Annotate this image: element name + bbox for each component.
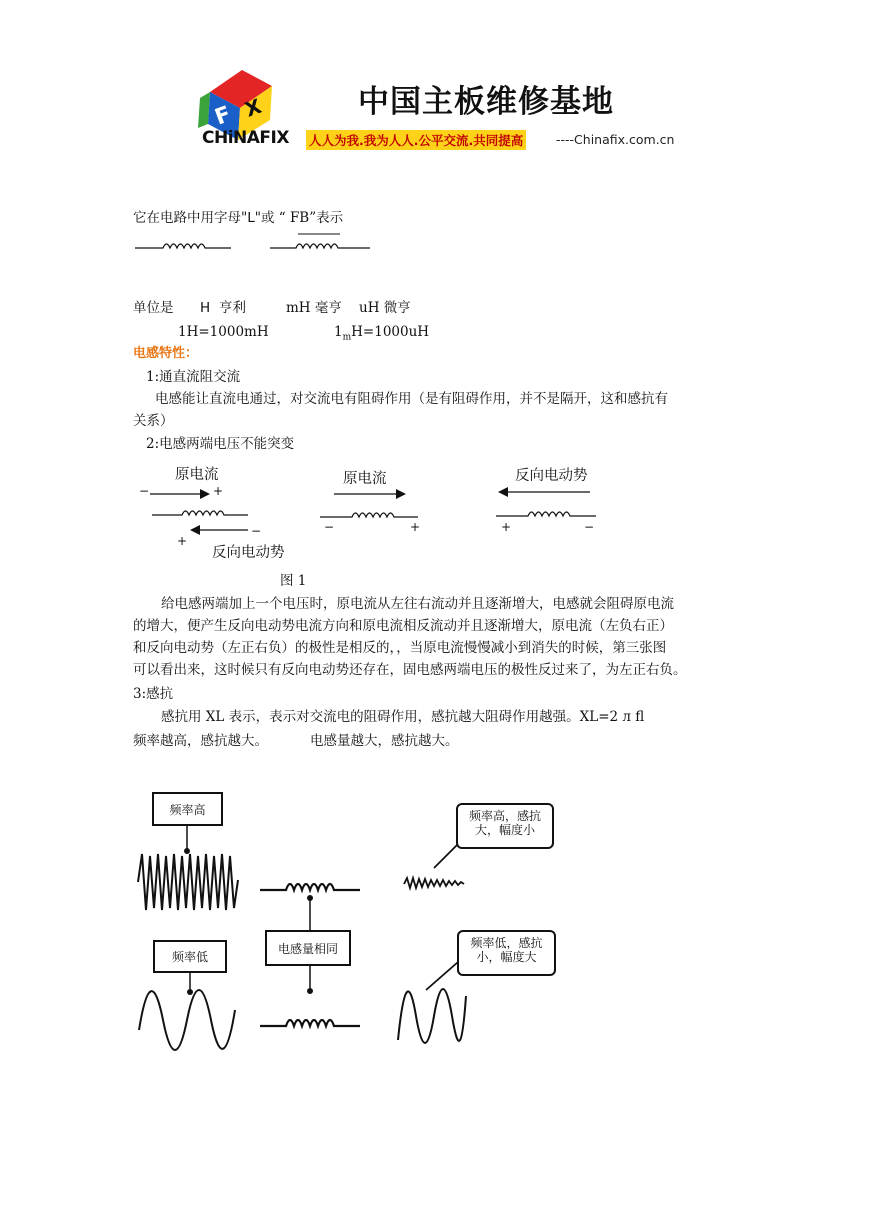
item1-body-line2: 关系） [133,413,174,429]
unit-henry-symbol: H [200,300,211,316]
low-frequency-wave-icon [137,990,241,1054]
fig1a-plus-sign: + [213,484,224,498]
explain-line-1: 给电感两端加上一个电压时，原电流从左往右流动并且逐渐增大，电感就会阻碍原电流 [161,596,674,612]
logo-wordmark [202,128,289,148]
fig1a-right-arrow-icon [150,488,212,500]
fig1a-minus-sign-2: − [251,524,262,538]
site-url: ----Chinafix.com.cn [556,132,675,147]
fig1a-plus-sign-2: + [177,534,188,548]
fig1a-inductor-icon [152,506,250,518]
unit-microhenry: uH 微亨 [359,300,411,316]
item2-title: 2:电感两端电压不能突变 [146,436,295,452]
fig1b-inductor-icon [320,508,420,520]
unit-eq2-sub: m [342,332,352,343]
site-banner [180,62,690,152]
ferrite-inductor-symbol-icon [270,232,374,252]
item3-title: 3:感抗 [133,686,174,702]
explain-line-3: 和反向电动势（左正右负）的极性是相反的，，当原电流慢慢减小到消失的时候，第三张图 [133,640,667,656]
fig1b-plus-sign: + [410,520,421,534]
fig1b-minus-sign: − [324,520,335,534]
item3-line2b: 电感量越大，感抗越大。 [310,733,459,749]
unit-eq2-post: H=1000uH [351,324,430,340]
fig1c-minus-sign: − [584,520,595,534]
inductor-lower-icon [260,1012,362,1030]
symbol-description [133,208,343,228]
units-label: 单位是 [133,300,174,316]
fig1c-left-arrow-icon [498,486,592,498]
symbol-text-a: 它在电路中用字母" [133,210,248,226]
same-inductance-box: 电感量相同 [265,930,351,966]
unit-millihenry: mH 毫亨 [286,300,342,316]
freq-high-box: 频率高 [152,792,223,826]
result-high-bubble: 频率高，感抗 大，幅度小 [456,803,554,849]
attenuated-high-wave-icon [402,874,468,892]
site-slogan: 人人为我.我为人人.公平交流.共同提高 [306,130,526,150]
unit-equation-1: 1H=1000mH [178,324,269,340]
item1-body-line1: 电感能让直流电通过，对交流电有阻碍作用（是有阻碍作用，并不是隔开，这和感抗有 [155,391,668,407]
item3-body: 感抗用 XL 表示，表示对交流电的阻碍作用，感抗越大阻碍作用越强。XL=2 л fl [161,709,645,725]
fig1c-inductor-icon [496,507,598,519]
figure-1-caption: 图 1 [280,573,307,589]
fig1c-plus-sign: + [501,520,512,534]
svg-text:F: F [211,102,235,131]
unit-eq2-pre: 1 [334,324,343,340]
same-inductance-connector-bottom [306,966,314,996]
inductor-symbol-icon [135,238,235,252]
freq-low-box: 频率低 [153,940,227,973]
fig1b-right-arrow-icon [334,488,408,500]
unit-henry-name: 亨利 [219,300,246,316]
fig1c-back-emf-label: 反向电动势 [515,468,588,484]
fig1a-back-emf-label: 反向电动势 [212,545,285,561]
logo-wordmark-text: CHiNAFIX [202,128,289,148]
fig1a-original-current-label: 原电流 [175,467,219,483]
svg-text:X: X [241,93,265,122]
same-inductance-connector-top [306,894,314,930]
fig1a-minus-sign: − [139,484,150,498]
symbol-text-b: "或 “ FB”表示 [254,210,344,226]
result-low-bubble: 频率低，感抗 小，幅度大 [457,930,556,976]
fig1a-left-arrow-icon [190,524,252,536]
symbol-letter-l: L [247,210,255,226]
item1-title: 1:通直流阻交流 [146,369,241,385]
unit-equation-2 [334,322,429,348]
item3-line2a: 频率越高，感抗越大。 [133,733,268,749]
bubble-low-pointer [424,960,460,992]
explain-line-2: 的增大，便产生反向电动势电流方向和原电流相反流动并且逐渐增大，原电流（左负右正） [133,618,673,634]
inductor-upper-icon [260,876,362,894]
high-frequency-wave-icon [136,850,246,914]
fig1b-original-current-label: 原电流 [343,471,387,487]
section-heading: 电感特性： [133,346,199,361]
large-low-wave-icon [396,986,468,1050]
explain-line-4: 可以看出来，这时候只有反向电动势还存在，固电感两端电压的极性反过来了，为左正右负。 [133,662,687,678]
site-title: 中国主板维修基地 [358,84,614,120]
